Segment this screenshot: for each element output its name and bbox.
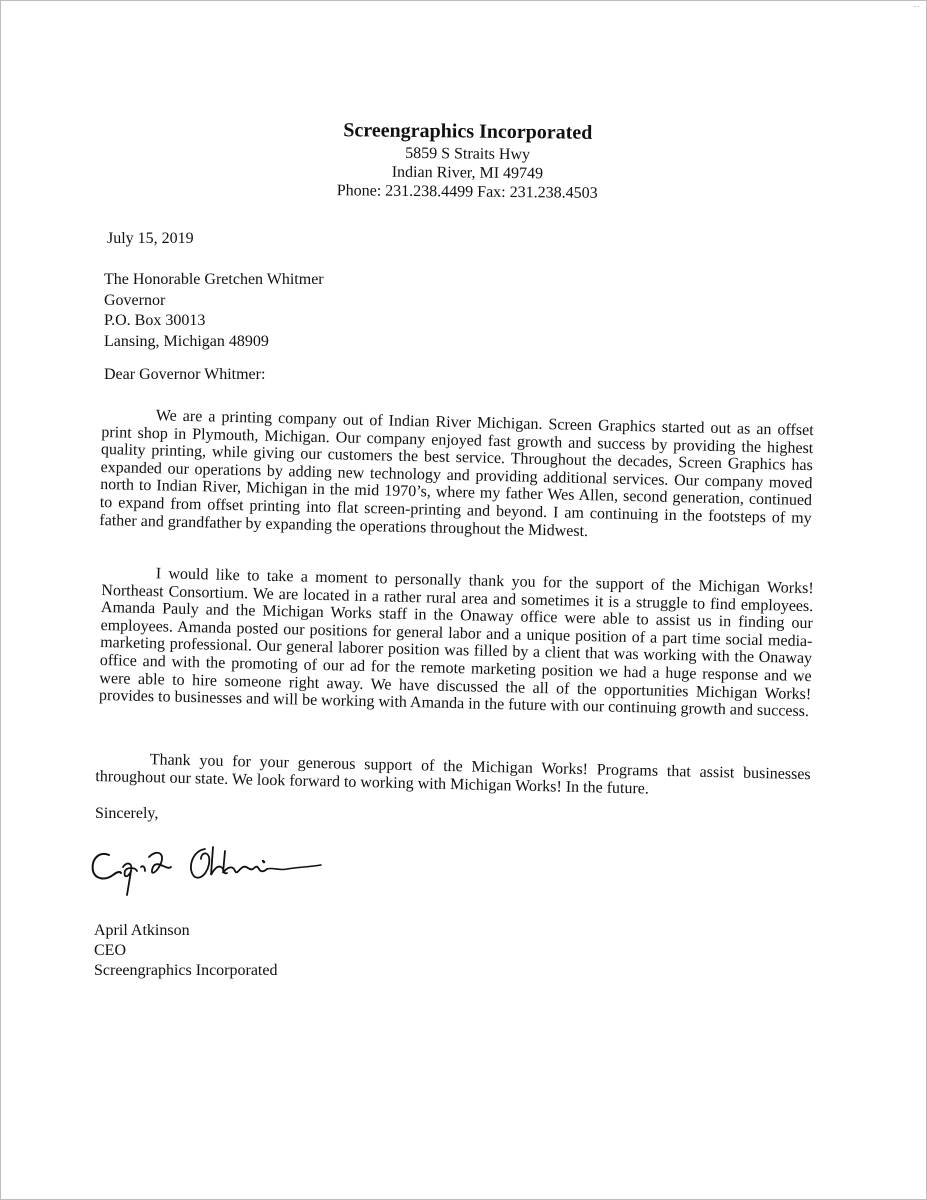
handwritten-signature	[87, 837, 327, 901]
signer-company: Screengraphics Incorporated	[94, 962, 278, 979]
body-paragraph-3: Thank you for your generous support of the Michigan Works! Programs that assist businesses throughout our state. We look forward to working with Michigan Works! In the future.	[95, 751, 811, 798]
company-city: Indian River, MI 49749	[391, 163, 544, 183]
body-paragraph-1: We are a printing company out of Indian River Michigan. Screen Graphics started out as an offset print shop in Plymouth, Michigan. Our company enjoyed fast growth and success by providing the highest quality printing, while giving our customers the best service. Throughout the decades, Screen Graphics has expanded our operations by adding new technology and providing additional services. Our company moved north to Indian River, Michigan in the mid 1970’s, where my father Wes Allen, second generation, continued to expand from offset printing into flat screen-printing and beyond. I am continuing in the footsteps of my father and grandfather by expanding the operations throughout the Midwest.	[99, 407, 814, 540]
recipient-name: The Honorable Gretchen Whitmer	[104, 271, 324, 288]
recipient-city: Lansing, Michigan 48909	[104, 332, 269, 350]
scan-mark-icon: ˙˙	[913, 5, 920, 16]
letterhead	[322, 117, 613, 203]
signer-block	[94, 921, 277, 981]
recipient-address	[104, 270, 324, 352]
recipient-po-box: P.O. Box 30013	[104, 312, 206, 329]
company-name: Screengraphics Incorporated	[343, 119, 593, 144]
signer-name: April Atkinson	[94, 922, 190, 939]
body-paragraph-2: I would like to take a moment to personally thank you for the support of the Michigan Works! Northeast Consortium. We are located in a rather rural area and sometimes it is a struggle to find employees. Amanda Pauly and the Michigan Works staff in the Onaway office were able to assist us in finding our employees. Amanda posted our positions for general labor and a unique position of a part time social media-marketing professional. Our general laborer position was filled by a client that was working with the Onaway office and with the promoting of our ad for the remote marketing position we had a huge response and we were able to hire someone right away. We have discussed the all of the opportunities Michigan Works! provides to businesses and will be working with Amanda in the future with our continuing growth and success.	[98, 565, 814, 721]
company-contact: Phone: 231.238.4499 Fax: 231.238.4503	[336, 182, 598, 202]
signer-title: CEO	[94, 942, 126, 959]
closing: Sincerely,	[95, 805, 159, 822]
company-street: 5859 S Straits Hwy	[405, 144, 531, 164]
salutation: Dear Governor Whitmer:	[104, 366, 266, 383]
letter-date: July 15, 2019	[107, 230, 194, 247]
recipient-title: Governor	[104, 291, 166, 309]
